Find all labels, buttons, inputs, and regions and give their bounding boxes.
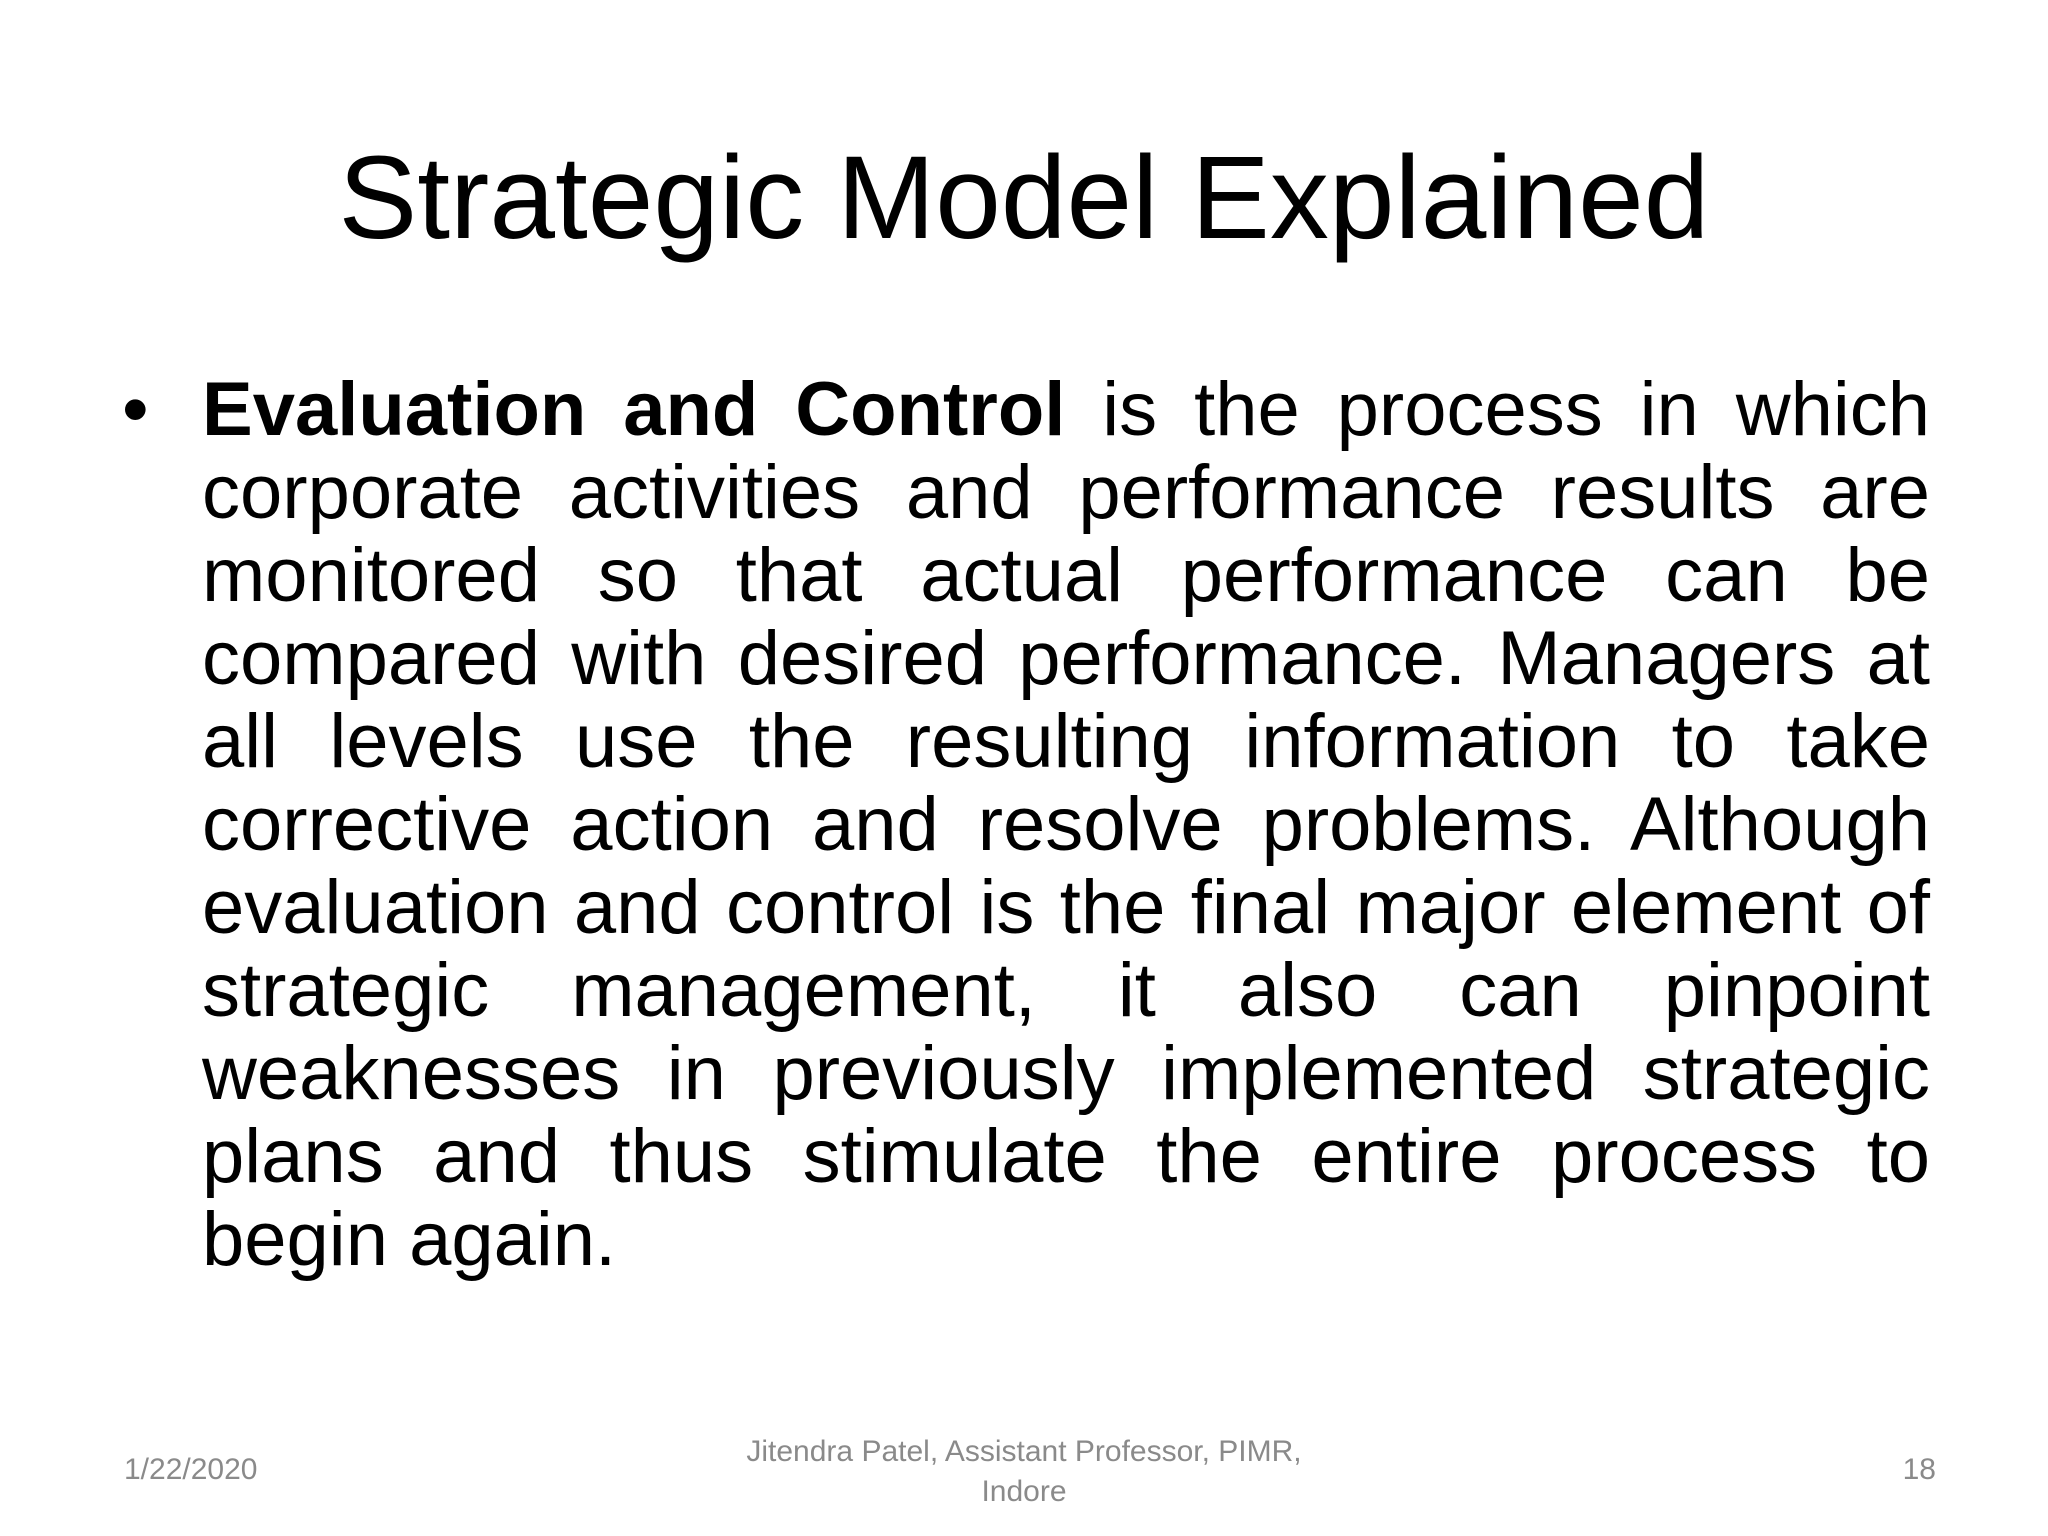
bullet-lead-text: Evaluation and Control — [202, 367, 1066, 452]
bullet-paragraph — [122, 367, 1930, 1282]
footer-author-line2: Indore — [981, 1475, 1067, 1508]
footer-author-line1: Jitendra Patel, Assistant Professor, PIMR, — [746, 1435, 1302, 1468]
footer-date: 1/22/2020 — [124, 1453, 258, 1486]
footer-page-number: 18 — [1902, 1453, 1936, 1486]
bullet-marker: • — [122, 367, 149, 452]
bullet-body-text: is the process in which corporate activities and performance results are monitored so that actual performance can be compared with desired performance. Managers at all levels use the resulting information to take corrective action and resolve problems. Although evaluation and control is the final major element of strategic management, it also can pinpoint weaknesses in previously implemented strategic plans and thus stimulate the entire process to begin again. — [202, 367, 1930, 1282]
footer-author — [724, 1432, 1324, 1512]
slide-title: Strategic Model Explained — [338, 132, 1710, 264]
